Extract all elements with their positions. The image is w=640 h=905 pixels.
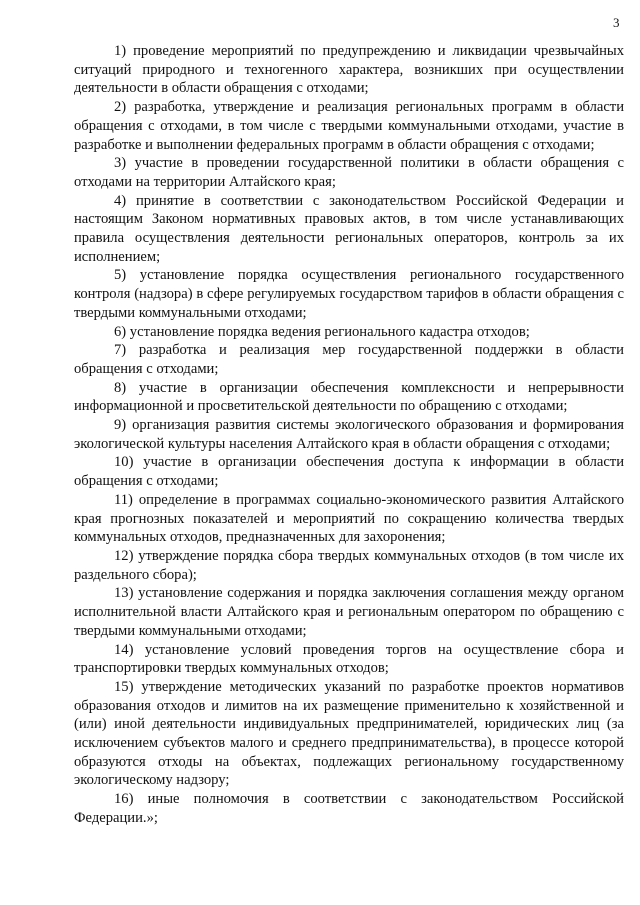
list-item-12: 12) утверждение порядка сбора твердых коммунальных отходов (в том числе их раздельного сбора); [74,547,624,583]
page-number: 3 [613,15,620,30]
list-item-4: 4) принятие в соответствии с законодательством Российской Федерации и настоящим Законом нормативных правовых актов, в том числе устанавливающих правила осуществления деятельности региональных операторов, контроль за их исполнением; [74,192,624,265]
list-item-15: 15) утверждение методических указаний по разработке проектов нормативов образования отходов и лимитов на их размещение применительно к хозяйственной и (или) иной деятельности индивидуальных предпринимателей, юридических лиц (за исключением субъектов малого и среднего предпринимательства), в процессе которой образуются отходы на объектах, подлежащих региональному государственному экологическому надзору; [74,678,624,789]
list-item-1: 1) проведение мероприятий по предупреждению и ликвидации чрезвычайных ситуаций природного и техногенного характера, возникших при осуществлении деятельности в области обращения с отходами; [74,43,624,97]
list-item-8: 8) участие в организации обеспечения комплексности и непрерывности информационной и просветительской деятельности по обращению с отходами; [74,379,624,415]
list-item-11: 11) определение в программах социально-экономического развития Алтайского края прогнозных показателей и мероприятий по сокращению количества твердых коммунальных отходов, предназначенных для захоронения; [74,491,624,546]
list-item-13: 13) установление содержания и порядка заключения соглашения между органом исполнительной власти Алтайского края и региональным оператором по обращению с твердыми коммунальными отходами; [74,585,624,639]
list-item-3: 3) участие в проведении государственной политики в области обращения с отходами на территории Алтайского края; [74,155,624,190]
list-item-7: 7) разработка и реализация мер государственной поддержки в области обращения с отходами; [74,342,624,377]
list-item-10: 10) участие в организации обеспечения доступа к информации в области обращения с отходами; [74,454,624,490]
list-item-9: 9) организация развития системы экологического образования и формирования экологической культуры населения Алтайского края в области обращения с отходами; [74,417,624,452]
list-item-5: 5) установление порядка осуществления регионального государственного контроля (надзора) в сфере регулируемых государством тарифов в области обращения с твердыми коммунальными отходами; [74,267,624,321]
list-item-6: 6) установление порядка ведения регионального кадастра отходов; [114,323,530,340]
document-body [74,42,624,828]
list-item-16: 16) иные полномочия в соответствии с законодательством Российской Федерации.»; [74,791,624,826]
list-item-2: 2) разработка, утверждение и реализация региональных программ в области обращения с отходами, в том числе с твердыми коммунальными отходами, участие в разработке и выполнении федеральных программ в области обращения с отходами; [74,99,624,153]
list-item-14: 14) установление условий проведения торгов на осуществление сбора и транспортировки твердых коммунальных отходов; [74,641,624,677]
